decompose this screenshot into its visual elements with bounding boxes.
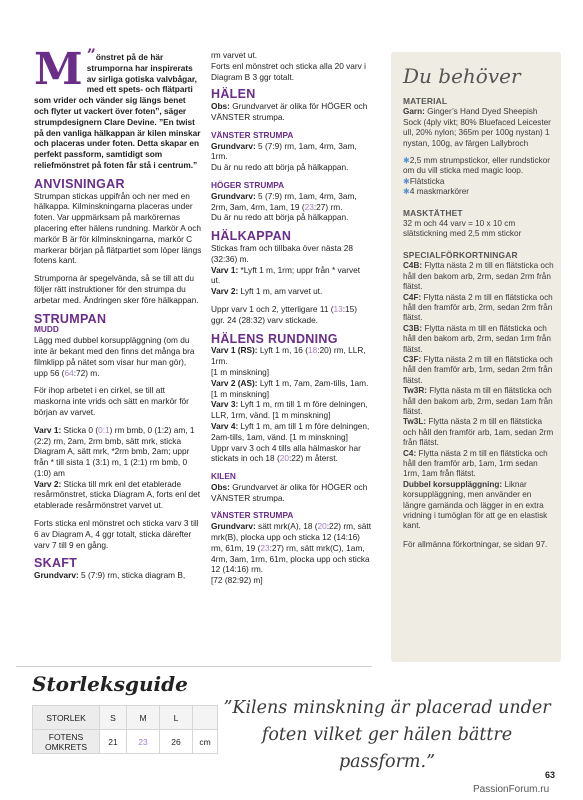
quote-open: ” bbox=[86, 45, 96, 64]
subheading-hoger-strumpa: HÖGER STRUMPA bbox=[211, 179, 285, 190]
section-heading-anvisningar: ANVISNINGAR bbox=[34, 176, 125, 191]
sidebar-title: Du behöver bbox=[403, 64, 521, 88]
dropcap-letter: M bbox=[34, 44, 83, 95]
abbr-c3f: C3F: Flytta nästa 2 m till en flätsticka och håll den framför arb, 1rm, sedan 2rm från flätst. bbox=[403, 354, 553, 385]
table-row bbox=[33, 730, 218, 754]
rundning-varv1-m: [1 m minskning] bbox=[211, 366, 270, 377]
abbr-tw3r: Tw3R: Flytta nästa m till en flätsticka och håll den bakom arb, 2rm, sedan 1am från flätst. bbox=[403, 386, 553, 416]
abbr-tw3l: Tw3L: Flytta nästa 2 m till en flätsticka och håll den framför arb, 1am, sedan 2rm från flätst. bbox=[403, 417, 554, 448]
subheading-kilen: KILEN bbox=[211, 471, 236, 482]
rundning-varv3: Varv 3: Lyft 1 m, rm till 1 m före delningen, LLR, 1rm, vänd. [1 m minskning] bbox=[211, 399, 368, 421]
tool-item-2: ✱Flätsticka bbox=[403, 176, 445, 186]
hoger-grundvarv: Grundvarv: 5 (7:9) rm, 1am, 4rm, 3am, 2rm, 3am, 4rm, 1am, 19 (23:27) rm. bbox=[211, 190, 357, 212]
vanster-grundvarv-end: Du är nu redo att börja på hälkappan. bbox=[211, 162, 349, 173]
kilen-obs: Obs: Grundvarvet är olika för HÖGER och VÄNSTER strumpa. bbox=[211, 481, 368, 503]
table-row bbox=[33, 706, 218, 730]
intro-paragraph bbox=[34, 44, 202, 171]
size-l: L bbox=[160, 706, 193, 730]
size-s: S bbox=[100, 706, 127, 730]
sidebar-heading-tathet: MASKTÄTHET bbox=[403, 207, 463, 218]
subheading-vanster-strumpa: VÄNSTER STRUMPA bbox=[211, 129, 294, 140]
value-unit: cm bbox=[193, 730, 218, 754]
section-heading-halen: HÄLEN bbox=[211, 87, 256, 102]
rundning-p: Uppr varv 3 och 4 tills alla hälmaskor har stickats in och 18 (20:22) m återst. bbox=[211, 442, 361, 464]
kilen-total: [72 (82:92) m] bbox=[211, 575, 263, 586]
section-heading-skaft: SKAFT bbox=[34, 556, 78, 571]
strumpan-p3: Forts sticka enl mönstret och sticka varv 3 till 6 av Diagram A, 4 ggr totalt, sticka därefter varv 7 till 9 en gång. bbox=[34, 518, 199, 550]
sidebar-footer: För allmänna förkortningar, se sidan 97. bbox=[403, 539, 548, 549]
anvisningar-p2: Strumporna är spegelvända, så se till att du följer rätt instruktioner för den strumpa du arbetar med. Ändringen sker före hälkappan. bbox=[34, 273, 199, 305]
section-heading-strumpan: STRUMPAN bbox=[34, 311, 107, 326]
value-l: 26 bbox=[160, 730, 193, 754]
abbr-c4f: C4F: Flytta nästa 2 m till en flätsticka och håll den framför arb, 2rm, sedan 2rm från flätst. bbox=[403, 292, 553, 323]
halkappan-varv2: Varv 2: Lyft 1 m, am varvet ut. bbox=[211, 286, 323, 297]
subheading-kilen-vanster: VÄNSTER STRUMPA bbox=[211, 510, 294, 521]
vanster-grundvarv: Grundvarv: 5 (7:9) rm, 1am, 4rm, 3am, 1rm. bbox=[211, 140, 357, 162]
section-divider bbox=[16, 666, 372, 667]
star-icon: ✱ bbox=[403, 187, 410, 197]
skaft-grundvarv: Grundvarv: 5 (7:9) rm, sticka diagram B, bbox=[34, 570, 186, 581]
strumpan-p2: För ihop arbetet i en cirkel, se till att maskorna inte vrids och sätt en markör för början av varvet. bbox=[34, 385, 189, 417]
anvisningar-p1: Strumpan stickas uppifrån och ner med en hälkappa. Kilminskningarna placeras under foten. Var uppmärksam på markörernas placering efter hälens rundning. Markör A och markör B är för kilminskningarna, markör C markerar början på flätpartiet som löper längs fotens kant. bbox=[34, 190, 202, 266]
rundning-varv2: Varv 2 (AS): Lyft 1 m, 7am, 2am-tills, 1am. bbox=[211, 377, 369, 388]
section-heading-halkappan: HÄLKAPPAN bbox=[211, 229, 292, 244]
abbr-c4b: C4B: Flytta nästa 2 m till en flätsticka och håll den bakom arb, 2rm, sedan 2rm från flätst. bbox=[403, 261, 554, 292]
halkappan-varv1: Varv 1: *Lyft 1 m, 1rm; uppr från * varvet ut. bbox=[211, 264, 361, 286]
sidebar-heading-special: SPECIALFÖRKORTNINGAR bbox=[403, 249, 518, 260]
col2-cont: rm varvet ut. bbox=[211, 50, 258, 60]
hoger-grundvarv-end: Du är nu redo att börja på hälkappan. bbox=[211, 212, 349, 223]
abbr-c4: C4: Flytta nästa 2 m till en flätsticka och håll den framför arb, 1am, 1rm sedan 1rm, 1am från flätst. bbox=[403, 448, 548, 479]
rundning-varv4: Varv 4: Lyft 1 m, am till 1 m före delningen, 2am-tills, 1am, vänd. [1 m minskning] bbox=[211, 420, 370, 442]
materials-sidebar bbox=[391, 52, 561, 662]
tool-item-3: ✱4 maskmarkörer bbox=[403, 187, 470, 197]
subheading-mudd: MUDD bbox=[34, 324, 59, 335]
rundning-varv2-m: [1 m minskning] bbox=[211, 388, 270, 399]
size-guide-title: Storleksguide bbox=[32, 672, 188, 696]
halkappan-p2: Uppr varv 1 och 2, ytterligare 11 (13:15) ggr. 24 (28:32) varv stickade. bbox=[211, 303, 358, 325]
kilen-grundvarv: Grundvarv: sätt mrk(A), 18 (20:22) rm, sätt mrk(B), plocka upp och sticka 12 (14:16) rm, 61m, 19 (23:27) rm, sätt mrk(C), 1am, 4rm, 3am, 1rm, 61m, plocka upp och sticka 12 (14:16) rm. bbox=[211, 521, 372, 575]
pull-quote: ”Kilens minskning är placerad under foten vilket ger hälen bättre passform.” bbox=[223, 698, 551, 772]
halen-obs: Obs: Grundvarvet är olika för HÖGER och VÄNSTER strumpa. bbox=[211, 101, 368, 122]
strumpan-varv1: Varv 1: Sticka 0 (0:1) rm bmb, 0 (1:2) am, 1 (2:2) rm, 2am, 2rm bmb, sätt mrk, sticka Diagram A, sätt mrk, *2rm bmb, 2am; uppr från * till sista 1 (3:1) m, 1 (2:1) rm bmb, 0 (1:0) am bbox=[34, 424, 195, 478]
col2-cont2: Forts enl mönstret och sticka alla 20 varv i Diagram B 3 ggr totalt. bbox=[211, 60, 366, 82]
size-label: STORLEK bbox=[33, 706, 100, 730]
column-middle bbox=[211, 50, 371, 593]
halkappan-p1: Stickas fram och tillbaka över nästa 28 (32:36) m. bbox=[211, 242, 354, 264]
watermark: PassionForum.ru bbox=[473, 784, 550, 795]
tathet-text: 32 m och 44 varv = 10 x 10 cm slätstickning med 2,5 mm stickor bbox=[403, 219, 522, 239]
intro-text: önstret på de här strumporna har inspirerats av sirliga gotiska valvbågar, med ett spets- och flätparti som vrider och vänder sig längs benet och flyter ut vackert över foten”, säger strumpdesignern Clare Devine. ”En twist på den vanliga hälkappan är kilen minskar och placeras under foten. Detta skapar en perfekt passform, samtidigt som reliefmönstret på foten får stå i centrum.” bbox=[34, 52, 201, 170]
garn-text: Garn: Ginger’s Hand Dyed Sheepish Sock (4ply vikt; 80% Bluefaced Leicester ull, 20% nylon; 365m per 100g nystan) 1 nystan, 100g, av färgen Lallybroch bbox=[403, 107, 551, 148]
section-heading-rundning: HÄLENS RUNDNING bbox=[211, 331, 338, 346]
size-guide-table bbox=[32, 705, 218, 754]
tool-item-1: ✱2,5 mm strumpstickor, eller rundstickor om du vill sticka med magic loop. bbox=[403, 156, 551, 176]
abbr-dubbel: Dubbel korsuppläggning: Liknar korsuppläggning, men använder en längre garnända och lägger in en extra vridning i tumöglan för att ge en elastisk kant. bbox=[403, 479, 548, 531]
strumpan-p1: Lägg med dubbel korsuppläggning (om du inte är bekant med den finns det många bra filmklipp på nätet som visar hur man gör), upp 56 (64:72) m. bbox=[34, 335, 195, 378]
abbr-c3b: C3B: Flytta nästa m till en flätsticka och håll den bakom arb, 2rm, sedan 1rm från flätst. bbox=[403, 323, 551, 354]
value-m: 23 bbox=[127, 730, 160, 754]
sidebar-heading-material: MATERIAL bbox=[403, 96, 448, 106]
size-m: M bbox=[127, 706, 160, 730]
value-s: 21 bbox=[100, 730, 127, 754]
rundning-varv1: Varv 1 (RS): Lyft 1 m, 16 (18:20) rm, LLR, 1rm. bbox=[211, 345, 366, 367]
star-icon: ✱ bbox=[403, 156, 410, 166]
strumpan-varv2: Varv 2: Sticka till mrk enl det etablerade resårmönstret, sticka Diagram A, forts enl det etablerade resårmönstret varvet ut. bbox=[34, 478, 200, 511]
star-icon: ✱ bbox=[403, 176, 410, 186]
foot-circumference-label: FOTENS OMKRETS bbox=[33, 730, 100, 754]
page-number: 63 bbox=[545, 770, 556, 780]
column-left bbox=[34, 44, 202, 588]
